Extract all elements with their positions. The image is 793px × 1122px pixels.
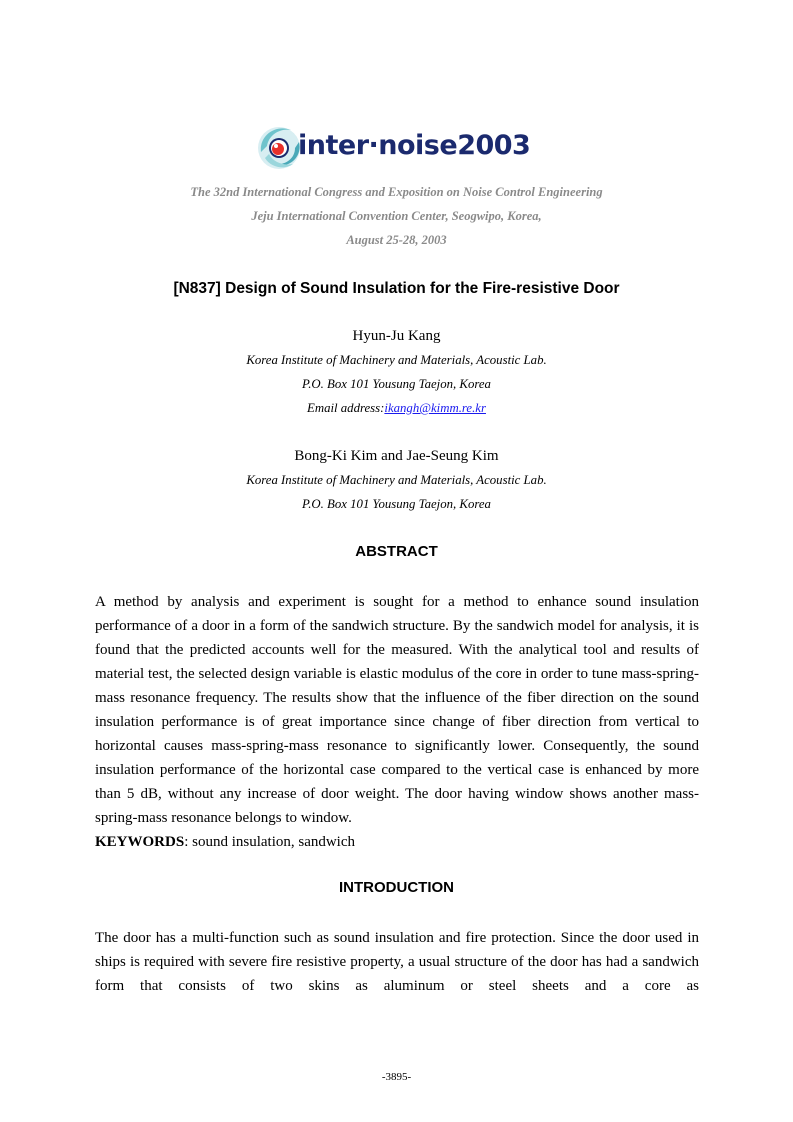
email-label: Email address: (307, 401, 385, 415)
author1-affiliation: Korea Institute of Machinery and Materials, Acoustic Lab. (246, 353, 547, 367)
author1-name: Hyun-Ju Kang (352, 328, 441, 344)
introduction-heading: INTRODUCTION (339, 879, 454, 896)
author2-affiliation: Korea Institute of Machinery and Materials, Acoustic Lab. (246, 473, 547, 487)
date-line: August 25-28, 2003 (346, 233, 447, 247)
logo-text: inter·noise (298, 130, 458, 161)
email-link[interactable]: ikangh@kimm.re.kr (384, 401, 486, 415)
author1-email-line (0, 401, 793, 416)
author2-address: P.O. Box 101 Yousung Taejon, Korea (302, 497, 491, 511)
keywords-line (95, 830, 355, 854)
author2-names: Bong-Ki Kim and Jae-Seung Kim (294, 448, 499, 464)
congress-line: The 32nd International Congress and Exposition on Noise Control Engineering (190, 185, 603, 199)
venue-line: Jeju International Convention Center, Seogwipo, Korea, (251, 209, 542, 223)
logo-wordmark (298, 130, 530, 161)
introduction-body: The door has a multi-function such as sound insulation and fire protection. Since the door used in ships is required with severe fire resistive property, a usual structure of the door has had a sandwich form that consists of two skins as aluminum or steel sheets and a core as (95, 930, 699, 994)
logo-year: 2003 (457, 130, 531, 161)
abstract-body: A method by analysis and experiment is sought for a method to enhance sound insulation performance of a door in a form of the sandwich structure. By the sandwich model for analysis, it is found that the predicted accounts well for the measured. With the analytical tool and results of material test, the selected design variable is elastic modulus of the core in order to tune mass-spring-mass resonance frequency. The results show that the influence of the fiber direction on the sound insulation performance is of great importance since change of fiber direction from vertical to horizontal causes mass-spring-mass resonance to significantly lower. Consequently, the sound insulation performance of the horizontal case compared to the vertical case is enhanced by more than 5 dB, without any increase of door weight. The door having window shows another mass-spring-mass resonance belongs to window. (95, 594, 699, 826)
page-number: -3895- (381, 1071, 412, 1083)
author1-address: P.O. Box 101 Yousung Taejon, Korea (302, 377, 491, 391)
paper-title: [N837] Design of Sound Insulation for the Fire-resistive Door (173, 280, 620, 297)
abstract-heading: ABSTRACT (355, 543, 438, 560)
keywords-value: : sound insulation, sandwich (184, 834, 356, 850)
conference-logo (255, 122, 545, 174)
keywords-label: KEYWORDS (95, 834, 185, 850)
